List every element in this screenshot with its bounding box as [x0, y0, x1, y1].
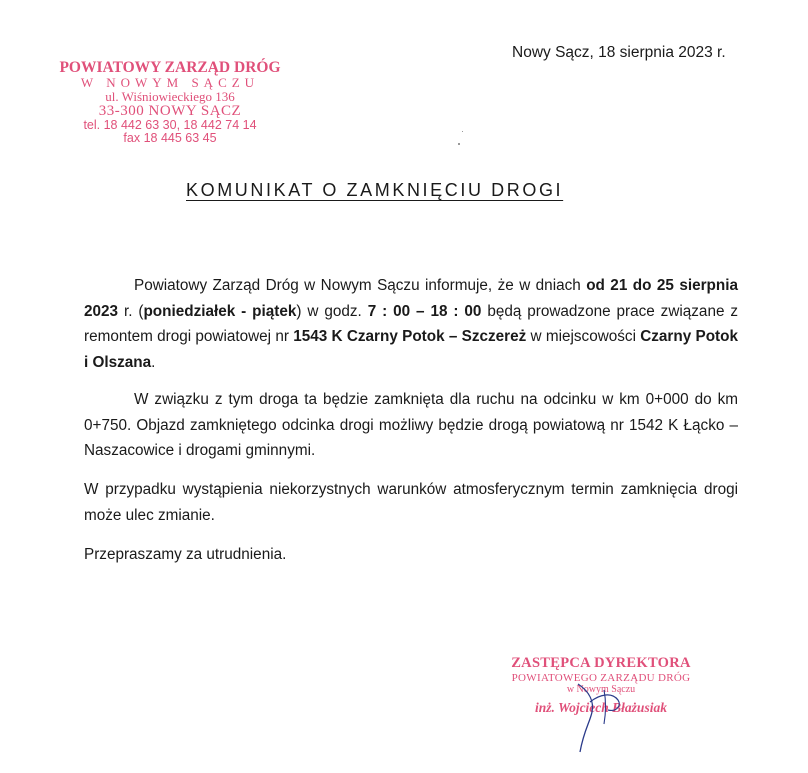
p1-road-number: 1543 K Czarny Potok – Szczereż [293, 328, 527, 345]
stamp-line-fax: fax 18 445 63 45 [123, 131, 217, 146]
place-date: Nowy Sącz, 18 sierpnia 2023 r. [512, 44, 726, 61]
p1-text-5: w miejscowości [526, 328, 641, 345]
signature-office: POWIATOWEGO ZARZĄDU DRÓG [511, 671, 691, 684]
p1-dates: od 21 do 25 sierpnia 2023 [84, 277, 738, 320]
stamp-line-street: ul. Wiśniowieckiego 136 [105, 88, 235, 104]
p1-text-2: r. ( [118, 302, 144, 320]
p1-hours: 7 : 00 – 18 : 00 [367, 302, 482, 320]
handwritten-signature [560, 672, 640, 762]
scan-speck [462, 131, 463, 132]
stamp-line-office: POWIATOWY ZARZĄD DRÓG [59, 59, 281, 76]
signature-city: w Nowym Sączu [566, 684, 636, 696]
office-stamp [40, 60, 300, 146]
p1-text-1: Powiatowy Zarząd Dróg w Nowym Sączu informuje, że w dniach [134, 277, 587, 294]
p1-locations: Czarny Potok i Olszana [84, 328, 739, 371]
paragraph-announcement [84, 273, 738, 375]
scan-speck [458, 143, 460, 145]
stamp-line-city: W NOWYM SĄCZU [80, 75, 260, 91]
p1-weekdays: poniedziałek - piątek [143, 302, 297, 320]
paragraph-apology: Przepraszamy za utrudnienia. [84, 546, 287, 563]
paragraph-detour: W związku z tym droga ta będzie zamknięta dla ruchu na odcinku w km 0+000 do km 0+750. Objazd zamkniętego odcinka drogi możliwy będzie drogą powiatową nr 1542 K Łącko – Naszacowice i drogami gminnymi. [84, 391, 738, 459]
p1-text-3: ) w godz. [296, 302, 368, 320]
signature-name: inż. Wojciech Błażusiak [535, 700, 667, 716]
stamp-line-phone: tel. 18 442 63 30, 18 442 74 14 [83, 118, 257, 133]
signature-title: ZASTĘPCA DYREKTORA [511, 655, 691, 671]
p1-text-4: będą prowadzone prace związane z remontem drogi powiatowej nr [84, 302, 739, 345]
document-title: KOMUNIKAT O ZAMKNIĘCIU DROGI [186, 180, 564, 200]
paragraph-weather: W przypadku wystąpienia niekorzystnych warunków atmosferycznym termin zamknięcia drogi może ulec zmianie. [84, 481, 738, 524]
stamp-line-postcode: 33-300 NOWY SĄCZ [98, 102, 242, 119]
p1-text-6: . [151, 353, 156, 371]
